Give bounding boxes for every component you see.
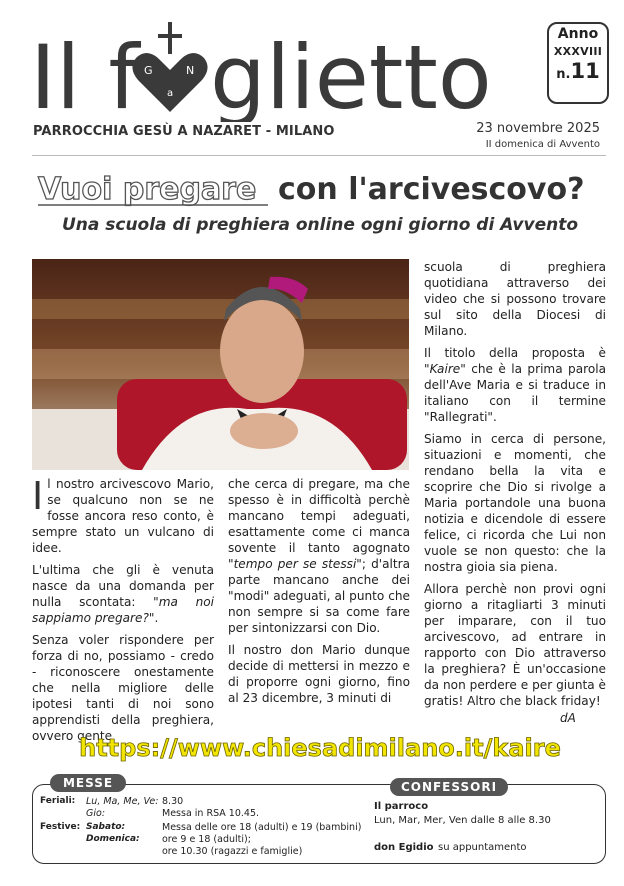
- messe-tag: MESSE: [50, 774, 126, 792]
- issue-box: [547, 22, 609, 104]
- col1-paragraph-1: l nostro arcivescovo Mario, se qualcuno non se ne fosse ancora reso conto, è sempre stato un vulcano di idee.: [32, 477, 214, 555]
- parish-name: PARROCCHIA GESÙ A NAZARET - MILANO: [33, 124, 335, 139]
- title-part2: glietto: [210, 26, 492, 122]
- col3-paragraph-4: Allora perchè non provi ogni giorno a ritagliarti 3 minuti per imparare, con il tuo arcivescovo, ad entrare in rapporto con Dio attraverso la preghiera? È un'occasione da non perdere e per giunta è gratis! Altro che black friday!: [424, 582, 606, 708]
- col3-paragraph-1: scuola di preghiera quotidiana attraverso dei video che si possono trovare sul sito della Diocesi di Milano.: [424, 260, 606, 338]
- heart-logo: [132, 22, 207, 112]
- quote-time: "tempo per se stessi": [228, 557, 362, 571]
- col2-paragraph-1: che cerca di pregare, ma che spesso è in difficoltà perchè mancano tempi adeguati, esattamente come ci manca sovente il tanto agognato: [228, 477, 410, 555]
- feriali-time: 8.30: [162, 796, 184, 807]
- parroco-times: Lun, Mar, Mer, Ven dalle 8 alle 8.30: [374, 815, 551, 826]
- dropcap: I: [32, 474, 44, 518]
- article-column-1: [32, 476, 214, 750]
- gio-time: Messa in RSA 10.45.: [162, 808, 260, 819]
- logo-letter-n: N: [186, 64, 195, 77]
- subtitle: Una scuola di preghiera online ogni giorno di Avvento: [61, 215, 579, 235]
- sabato-time: Messa delle ore 18 (adulti) e 19 (bambini): [162, 822, 362, 833]
- kaire-link[interactable]: [30, 727, 610, 767]
- col1-paragraph-2-end: .: [154, 611, 159, 625]
- logo-letter-g: G: [144, 64, 153, 77]
- logo-letter-a: a: [167, 88, 174, 99]
- festive-label: Festive:: [40, 822, 81, 832]
- col3-paragraph-2-end: che è la prima parola dell'Ave Maria e si traduce in italiano con il termine "Rallegrati".: [424, 362, 606, 424]
- col1-paragraph-2: L'ultima che gli è venuta nasce da una domanda per nulla scontata:: [32, 563, 214, 609]
- col3-paragraph-2: Il titolo della proposta è: [424, 346, 606, 360]
- gio-label: Gio:: [86, 808, 106, 819]
- feriali-label: Feriali:: [40, 796, 76, 806]
- headline-outlined: Vuoi pregare: [38, 172, 257, 207]
- quote-pray: "ma noi sappiamo pregare?": [32, 595, 215, 625]
- issue-number: n.11: [556, 59, 600, 83]
- masthead-title: [30, 22, 510, 122]
- col3-paragraph-3: Siamo in cerca di persone, situazioni e momenti, che rendano bella la vita e scoprire che Dio si rivolge a Maria portandole una buona notizia e dicendole di essere felice, ci ricorda che Lui non vuole se non questo: che la nostra gioia sia piena.: [424, 432, 606, 574]
- signature: dA: [560, 711, 576, 725]
- headline-solid: con l'arcivescovo?: [278, 172, 585, 207]
- domenica-time-1: ore 9 e 18 (adulti);: [162, 834, 251, 845]
- archbishop-photo: [32, 259, 409, 470]
- col2-paragraph-1-end: ; d'altra parte mancano anche dei "modi" adeguati, al punto che non sempre si sa come fare per sintonizzarsi con Dio.: [228, 557, 410, 635]
- kaire-url[interactable]: https://www.chiesadimilano.it/kaire: [79, 734, 561, 762]
- confessori-tag: CONFESSORI: [390, 778, 508, 796]
- year-label: Anno: [557, 26, 599, 42]
- parroco-label: Il parroco: [374, 801, 429, 812]
- col2-paragraph-2: Il nostro don Mario dunque decide di mettersi in mezzo e di proporre ogni giorno, fino al 23 dicembre, 3 minuti di: [228, 643, 410, 705]
- egidio-label: don Egidio: [374, 842, 434, 853]
- sabato-label: Sabato:: [86, 822, 126, 832]
- domenica-label: Domenica:: [86, 834, 140, 844]
- year-roman: XXXVIII: [553, 45, 603, 58]
- col1-paragraph-3: Senza voler rispondere per forza di no, possiamo - credo - riconoscere onestamente che nella migliore delle ipotesi tanti di noi sono apprendisti della preghiera, ovvero gente: [32, 633, 214, 743]
- headline: [30, 165, 610, 211]
- domenica-time-2: ore 10.30 (ragazzi e famiglie): [162, 846, 303, 857]
- quote-kaire: "Kaire": [424, 362, 466, 376]
- egidio-times: su appuntamento: [438, 842, 527, 853]
- issue-date: 23 novembre 2025: [476, 121, 600, 136]
- feriali-days: Lu, Ma, Me, Ve:: [86, 796, 159, 807]
- liturgical-day: II domenica di Avvento: [485, 139, 600, 150]
- title-part1: Il f: [30, 26, 140, 122]
- article-column-2: [228, 476, 410, 712]
- divider: [32, 155, 606, 156]
- article-column-3: [424, 259, 606, 715]
